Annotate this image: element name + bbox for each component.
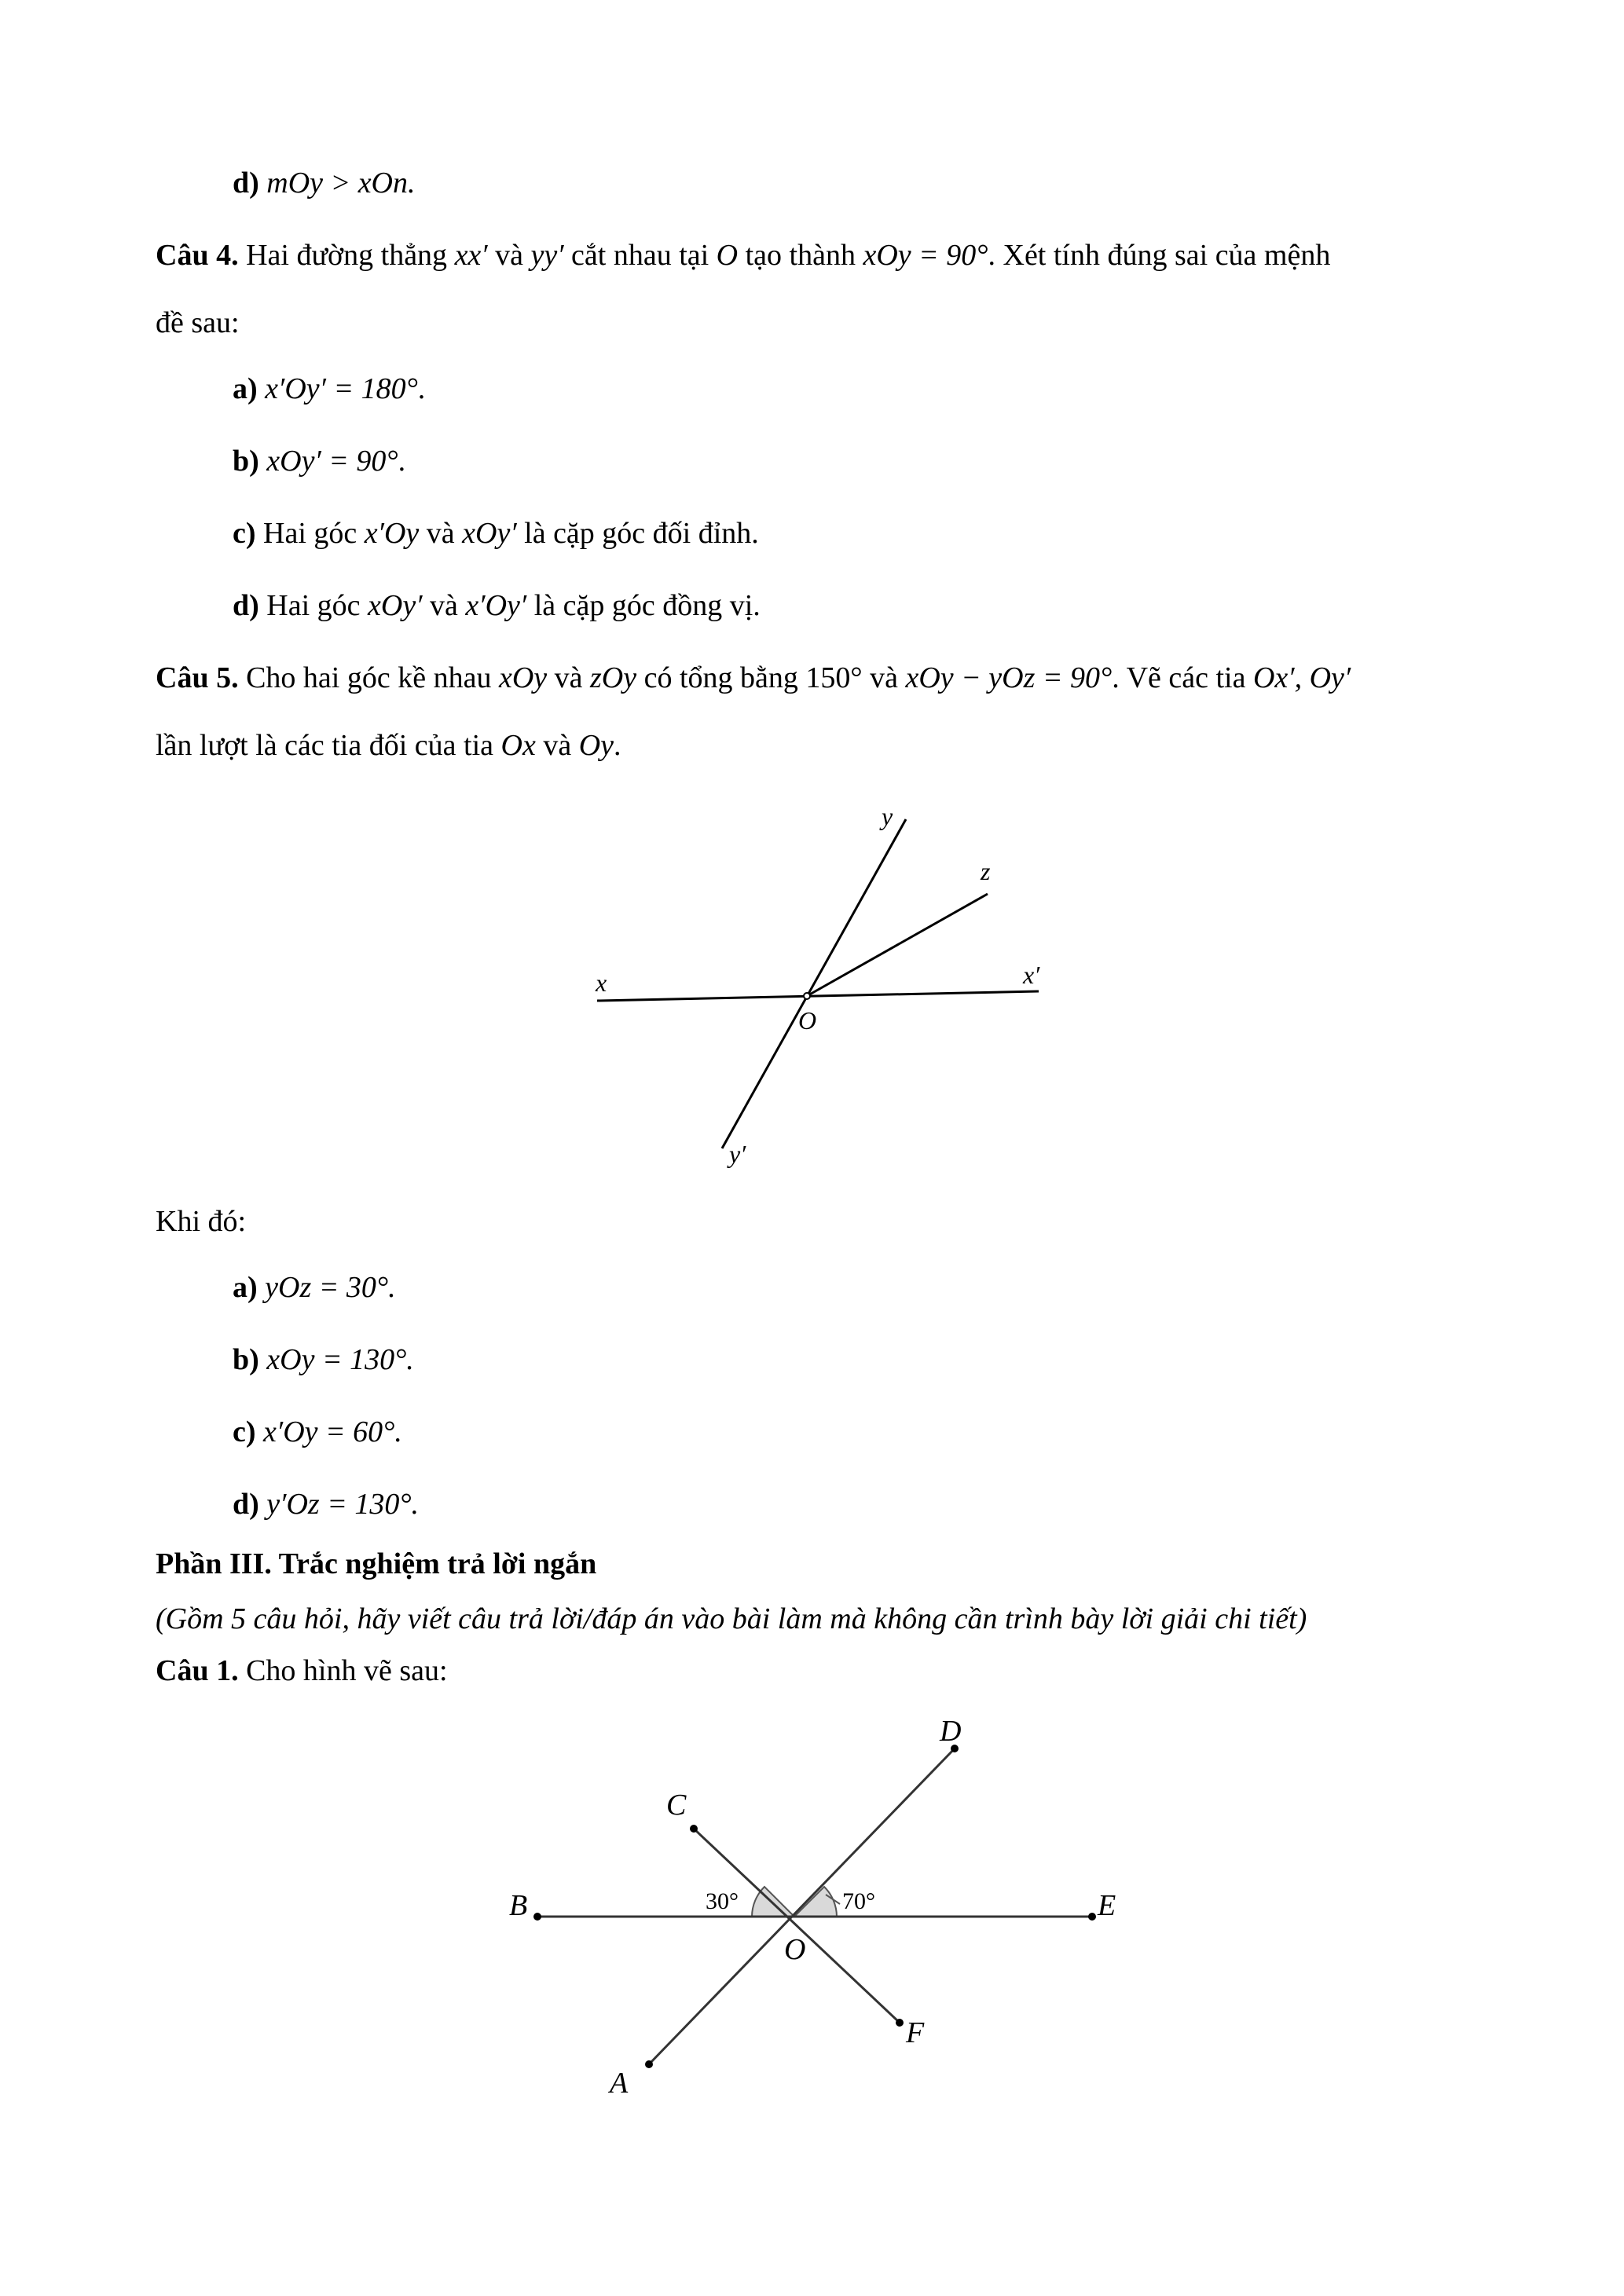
option-label: c) [233,1415,256,1448]
text: . Vẽ các tia [1112,661,1253,694]
text: và [419,517,463,550]
question-label: Câu 5. [156,661,239,694]
option-label: b) [233,1343,259,1376]
part3-note: (Gồm 5 câu hỏi, hãy viết câu trả lời/đáp án vào bài làm mà không cần trình bày lời giải chi tiết) [156,1602,1307,1635]
label-f: F [906,2016,925,2049]
option-expr: mOy > xOn. [266,167,416,200]
text: là cặp góc đồng vị. [526,589,761,622]
math: zOy [590,661,637,694]
point-c [690,1825,698,1833]
math: Ox′, Oy′ [1252,661,1351,694]
text: và [487,239,531,272]
option-label: d) [233,1488,259,1521]
math: xOy − yOz = 90° [905,661,1113,694]
math: x′Oy [364,517,420,550]
point-e [1088,1913,1096,1921]
text: Cho hai góc kề nhau [238,661,499,694]
question-label: Câu 4. [156,239,239,272]
label-a: A [610,2067,629,2100]
text: Hai góc [258,589,368,622]
text: có tổng bằng 150° và [636,661,906,694]
label-y: y [882,802,893,830]
option-label: d) [233,589,259,622]
label-y-prime: y′ [729,1140,746,1168]
math: O [716,239,739,272]
text: và [535,729,579,762]
math: xOy = 90° [863,239,988,272]
q4-stem-line2: đề sau: [156,306,240,339]
math: xx′ [454,239,488,272]
math: yy′ [530,239,564,272]
math: x′Oy′ [465,589,527,622]
option-label: a) [233,372,258,405]
point-b [533,1913,541,1921]
label-c: C [666,1789,687,1822]
option-expr: x′Oy = 60°. [263,1415,402,1448]
label-o: O [784,1933,806,1966]
math: Oy [578,729,614,762]
line-cf [694,1829,900,2023]
text: cắt nhau tại [563,239,717,272]
option-label: b) [233,445,259,478]
math: xOy′ [462,517,517,550]
text: tạo thành [738,239,863,272]
option-expr: xOy = 130°. [266,1343,414,1376]
section-title: Phần III. Trắc nghiệm trả lời ngắn [156,1547,597,1580]
label-d: D [940,1715,962,1748]
option-label: a) [233,1271,258,1304]
math: xOy [498,661,548,694]
label-x-prime: x′ [1023,961,1040,989]
q5-khi-do: Khi đó: [156,1205,247,1238]
text: . Xét tính đúng sai của mệnh [988,239,1331,272]
text: . [398,445,406,478]
option-label: d) [233,167,259,200]
text: và [422,589,466,622]
angle-70-label: 70° [842,1888,875,1914]
label-b: B [509,1889,528,1922]
option-expr: x′Oy′ = 180° [265,372,418,405]
text: lần lượt là các tia đối của tia [156,729,501,762]
option-expr: y′Oz = 130°. [266,1488,420,1521]
math: xOy′ [368,589,423,622]
angle-30-label: 30° [706,1888,739,1914]
text: là cặp góc đối đỉnh. [516,517,759,550]
text: Hai đường thẳng [238,239,455,272]
label-e: E [1098,1889,1116,1922]
label-z: z [981,857,991,885]
text: . [614,729,621,762]
option-expr: yOz = 30°. [265,1271,396,1304]
label-o: O [798,1006,817,1034]
math: Ox [500,729,536,762]
label-x: x [596,969,607,997]
text: và [547,661,591,694]
text: Hai góc [255,517,365,550]
question-label: Câu 1. [156,1654,239,1687]
text: . [417,372,426,405]
text: Cho hình vẽ sau: [238,1654,448,1687]
point-a [645,2060,653,2068]
angle-30-shade [752,1887,794,1917]
option-label: c) [233,517,256,550]
point-f [896,2019,904,2027]
option-expr: xOy′ = 90° [266,445,398,478]
